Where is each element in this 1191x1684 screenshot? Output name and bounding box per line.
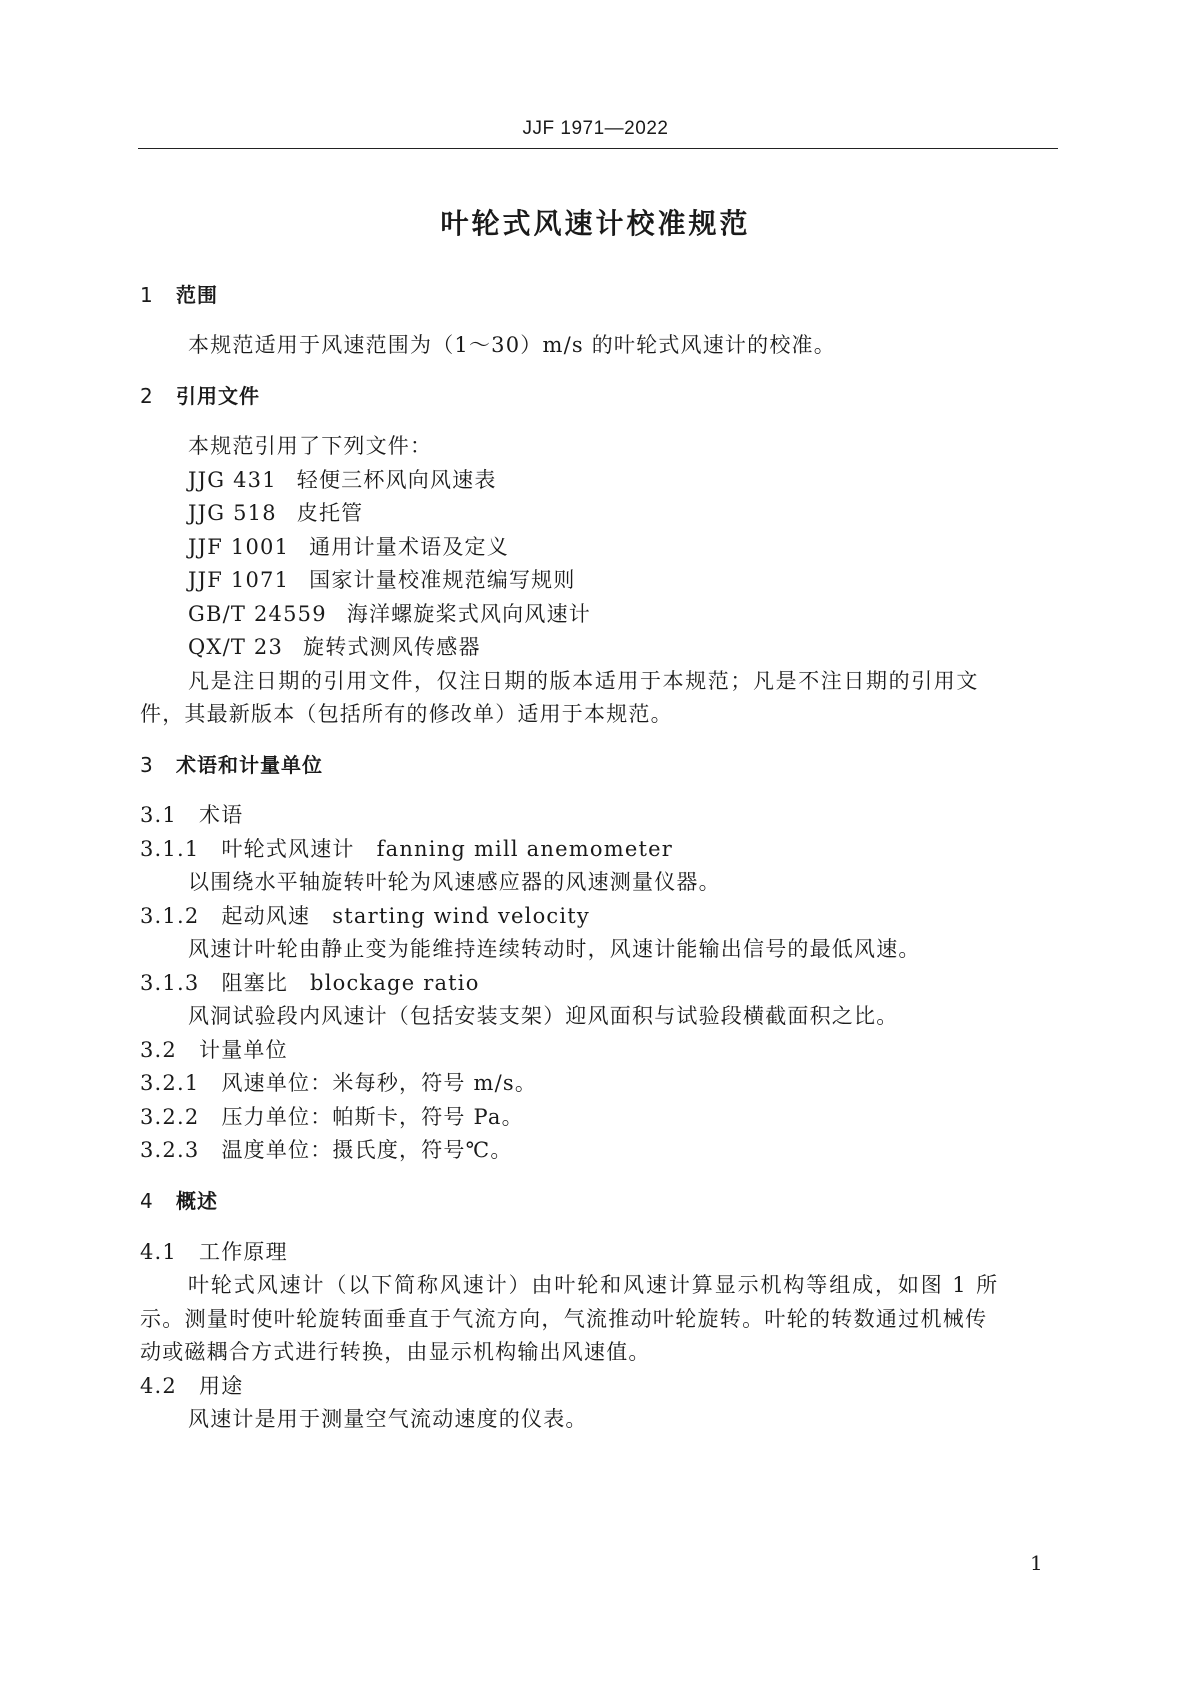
reference-item <box>188 531 509 561</box>
reference-name: 海洋螺旋桨式风向风速计 <box>346 602 591 626</box>
unit-text: 风速单位：米每秒，符号 m/s。 <box>221 1071 538 1095</box>
reference-name: 国家计量校准规范编写规则 <box>309 568 576 592</box>
purpose-text: 风速计是用于测量空气流动速度的仪表。 <box>188 1407 588 1431</box>
unit-3-2-3 <box>140 1134 513 1164</box>
reference-item <box>188 564 576 594</box>
header-divider <box>138 148 1058 149</box>
subsection-number: 4.1 <box>140 1240 177 1264</box>
term-number: 3.1.2 <box>140 904 200 928</box>
reference-code: JJF 1071 <box>188 568 290 592</box>
section-number: 2 <box>140 384 154 408</box>
subsection-4-1 <box>140 1236 288 1266</box>
reference-item <box>188 464 497 494</box>
section-number: 3 <box>140 753 154 777</box>
section-title: 术语和计量单位 <box>176 753 323 777</box>
section-number: 1 <box>140 283 154 307</box>
section-4-heading <box>140 1185 218 1214</box>
section-1-text: 本规范适用于风速范围为（1～30）m/s 的叶轮式风速计的校准。 <box>188 333 836 357</box>
reference-name: 轻便三杯风向风速表 <box>296 468 497 492</box>
term-title: 阻塞比 <box>221 971 289 995</box>
term-3-1-1 <box>140 833 673 863</box>
reference-code: JJF 1001 <box>188 535 290 559</box>
term-english: starting wind velocity <box>332 904 590 928</box>
term-english: fanning mill anemometer <box>376 837 673 861</box>
references-intro: 本规范引用了下列文件： <box>188 434 433 458</box>
reference-code: JJG 431 <box>188 468 277 492</box>
principle-line-1: 叶轮式风速计（以下简称风速计）由叶轮和风速计算显示机构等组成，如图 1 所 <box>188 1273 1000 1297</box>
standard-code: JJF 1971—2022 <box>522 118 669 139</box>
section-title: 引用文件 <box>176 384 260 408</box>
term-english: blockage ratio <box>310 971 480 995</box>
term-3-1-2 <box>140 900 590 930</box>
unit-number: 3.2.3 <box>140 1138 200 1162</box>
term-definition: 以围绕水平轴旋转叶轮为风速感应器的风速测量仪器。 <box>188 870 721 894</box>
term-3-1-3 <box>140 967 480 997</box>
reference-code: QX/T 23 <box>188 635 284 659</box>
term-definition: 风洞试验段内风速计（包括安装支架）迎风面积与试验段横截面积之比。 <box>188 1004 899 1028</box>
subsection-title: 计量单位 <box>199 1038 288 1062</box>
document-title: 叶轮式风速计校准规范 <box>440 207 751 240</box>
subsection-title: 工作原理 <box>199 1240 288 1264</box>
section-1-heading <box>140 279 218 308</box>
subsection-number: 4.2 <box>140 1374 177 1398</box>
reference-item <box>188 598 591 628</box>
references-note-line-2: 件，其最新版本（包括所有的修改单）适用于本规范。 <box>140 702 673 726</box>
reference-name: 旋转式测风传感器 <box>303 635 481 659</box>
subsection-number: 3.2 <box>140 1038 177 1062</box>
unit-text: 温度单位：摄氏度，符号℃。 <box>221 1138 513 1162</box>
section-number: 4 <box>140 1189 154 1213</box>
principle-line-2: 示。测量时使叶轮旋转面垂直于气流方向，气流推动叶轮旋转。叶轮的转数通过机械传 <box>140 1307 988 1331</box>
reference-name: 皮托管 <box>296 501 364 525</box>
term-definition: 风速计叶轮由静止变为能维持连续转动时，风速计能输出信号的最低风速。 <box>188 937 921 961</box>
term-title: 起动风速 <box>221 904 311 928</box>
references-note-line-1: 凡是注日期的引用文件，仅注日期的版本适用于本规范；凡是不注日期的引用文 <box>188 669 979 693</box>
subsection-number: 3.1 <box>140 803 177 827</box>
term-title: 叶轮式风速计 <box>221 837 355 861</box>
subsection-title: 术语 <box>199 803 244 827</box>
unit-number: 3.2.2 <box>140 1105 200 1129</box>
subsection-4-2 <box>140 1370 243 1400</box>
unit-text: 压力单位：帕斯卡，符号 Pa。 <box>221 1105 524 1129</box>
subsection-3-1 <box>140 799 243 829</box>
section-title: 范围 <box>176 283 218 307</box>
unit-3-2-2 <box>140 1101 524 1131</box>
reference-item <box>188 631 481 661</box>
term-number: 3.1.3 <box>140 971 200 995</box>
reference-code: JJG 518 <box>188 501 277 525</box>
page-number: 1 <box>1030 1551 1043 1575</box>
section-title: 概述 <box>176 1189 218 1213</box>
reference-name: 通用计量术语及定义 <box>309 535 509 559</box>
reference-code: GB/T 24559 <box>188 602 327 626</box>
reference-item <box>188 497 363 527</box>
section-3-heading <box>140 749 323 778</box>
term-number: 3.1.1 <box>140 837 200 861</box>
subsection-title: 用途 <box>199 1374 244 1398</box>
principle-line-3: 动或磁耦合方式进行转换，由显示机构输出风速值。 <box>140 1340 651 1364</box>
subsection-3-2 <box>140 1034 288 1064</box>
section-2-heading <box>140 380 260 409</box>
unit-number: 3.2.1 <box>140 1071 200 1095</box>
unit-3-2-1 <box>140 1067 537 1097</box>
